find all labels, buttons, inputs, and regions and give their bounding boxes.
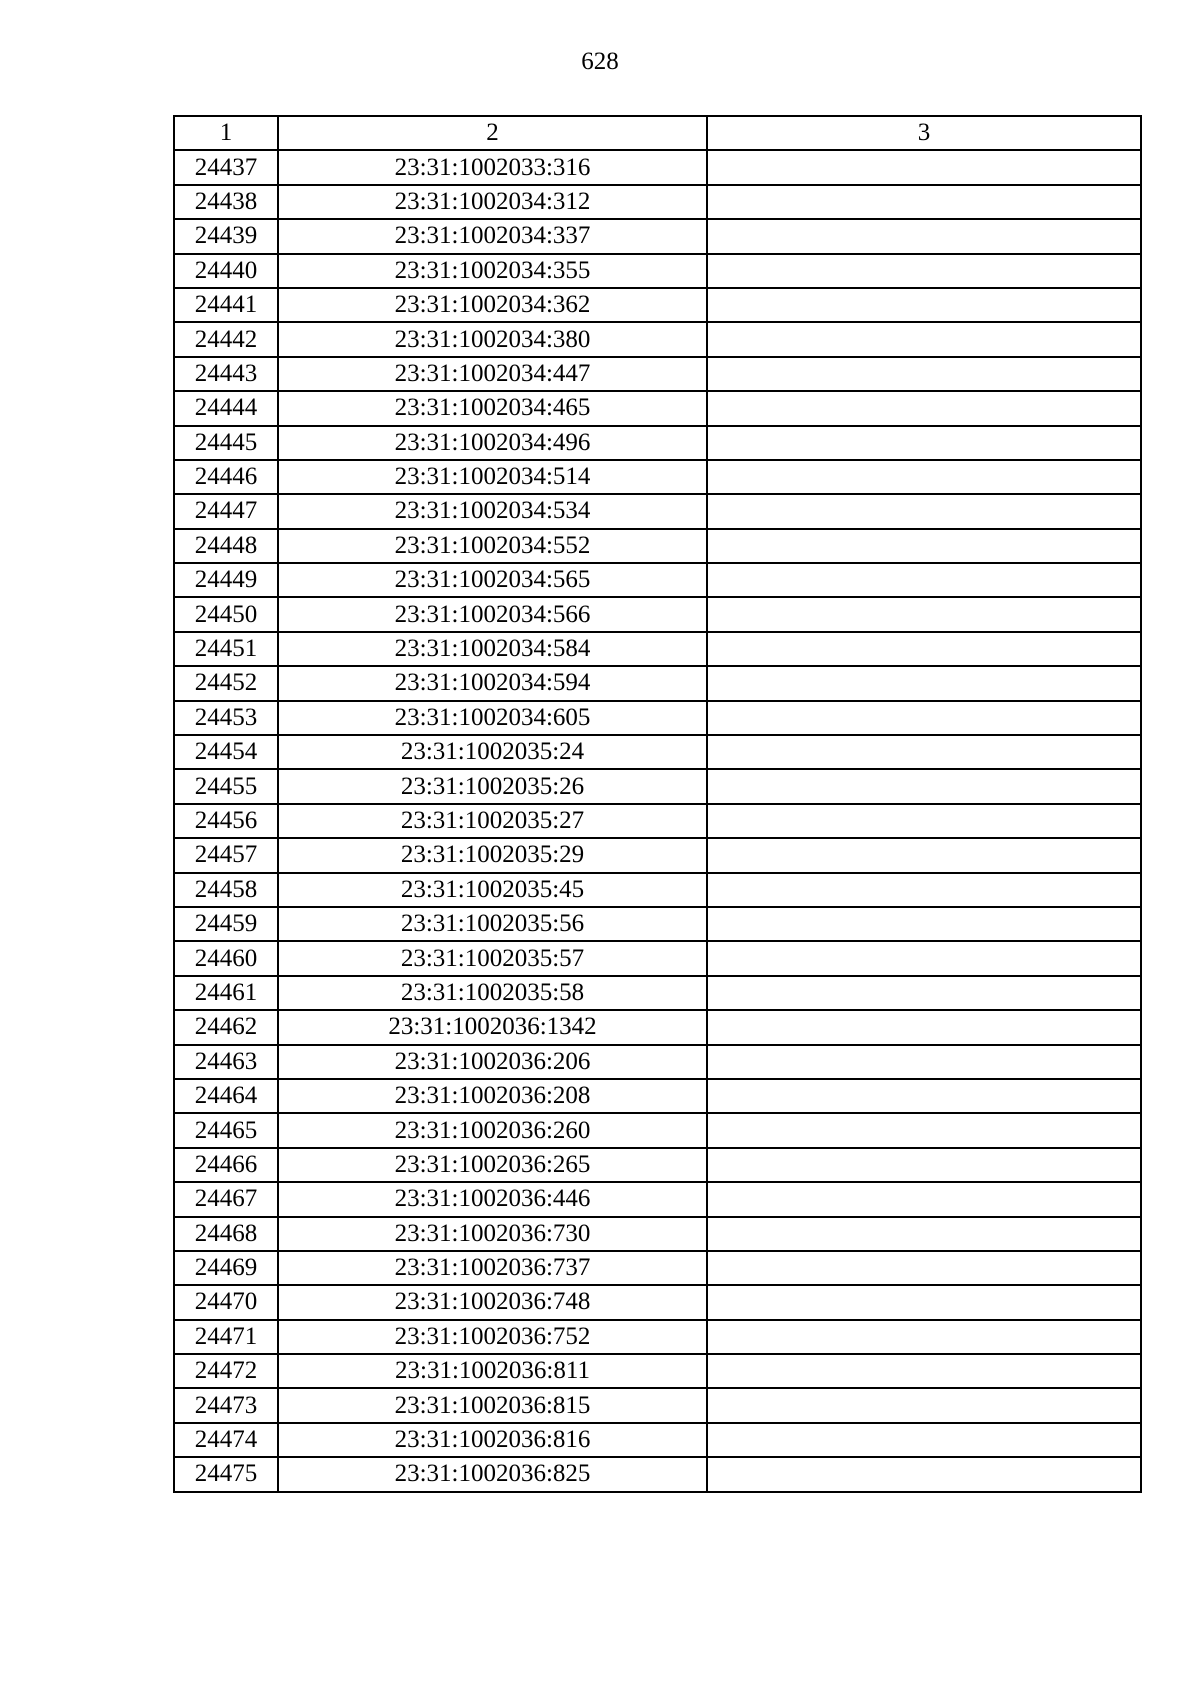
table-cell-col-3 [707,1285,1141,1319]
table-cell-col-3 [707,219,1141,253]
table-cell-col-3 [707,1217,1141,1251]
table-cell-col-1: 24472 [174,1354,278,1388]
table-row [174,804,1141,838]
table-cell-col-3 [707,873,1141,907]
table-row [174,529,1141,563]
table-cell-col-1: 24453 [174,701,278,735]
table-cell-col-2: 23:31:1002035:27 [278,804,707,838]
header-cell-1: 1 [174,116,278,150]
table-cell-col-2: 23:31:1002036:825 [278,1457,707,1491]
table-row [174,1388,1141,1422]
table-cell-col-3 [707,563,1141,597]
table-cell-col-2: 23:31:1002034:584 [278,632,707,666]
table-cell-col-1: 24456 [174,804,278,838]
table-cell-col-2: 23:31:1002036:737 [278,1251,707,1285]
table-cell-col-3 [707,804,1141,838]
table-cell-col-3 [707,1457,1141,1491]
table-cell-col-1: 24455 [174,769,278,803]
table-row [174,1182,1141,1216]
table-cell-col-2: 23:31:1002036:752 [278,1320,707,1354]
table-cell-col-2: 23:31:1002036:260 [278,1113,707,1147]
table-row [174,1113,1141,1147]
table-row [174,838,1141,872]
table-cell-col-2: 23:31:1002035:26 [278,769,707,803]
table-cell-col-2: 23:31:1002036:206 [278,1045,707,1079]
table-row [174,735,1141,769]
table-cell-col-1: 24437 [174,150,278,184]
table-cell-col-2: 23:31:1002034:514 [278,460,707,494]
table-header-row [174,116,1141,150]
table-row [174,288,1141,322]
table-row [174,873,1141,907]
table-row [174,597,1141,631]
table-cell-col-2: 23:31:1002034:605 [278,701,707,735]
table-cell-col-1: 24452 [174,666,278,700]
table-cell-col-3 [707,1423,1141,1457]
table-cell-col-1: 24466 [174,1148,278,1182]
table-cell-col-2: 23:31:1002036:815 [278,1388,707,1422]
table-cell-col-2: 23:31:1002034:465 [278,391,707,425]
table-cell-col-3 [707,322,1141,356]
table-cell-col-1: 24467 [174,1182,278,1216]
table-row [174,219,1141,253]
table-row [174,322,1141,356]
table-row [174,941,1141,975]
table-cell-col-3 [707,1010,1141,1044]
table-cell-col-1: 24443 [174,357,278,391]
table-row [174,769,1141,803]
table-body [174,116,1141,1492]
table-cell-col-2: 23:31:1002033:316 [278,150,707,184]
table-cell-col-3 [707,1182,1141,1216]
table-cell-col-3 [707,494,1141,528]
table-cell-col-2: 23:31:1002034:566 [278,597,707,631]
table-cell-col-2: 23:31:1002036:208 [278,1079,707,1113]
table-cell-col-2: 23:31:1002036:1342 [278,1010,707,1044]
table-cell-col-3 [707,1148,1141,1182]
table-row [174,1010,1141,1044]
table-row [174,976,1141,1010]
table-cell-col-1: 24451 [174,632,278,666]
table-cell-col-1: 24461 [174,976,278,1010]
table-cell-col-3 [707,460,1141,494]
table-cell-col-2: 23:31:1002034:552 [278,529,707,563]
table-cell-col-3 [707,529,1141,563]
header-cell-3: 3 [707,116,1141,150]
table-row [174,460,1141,494]
table-cell-col-1: 24462 [174,1010,278,1044]
table-cell-col-1: 24454 [174,735,278,769]
table-cell-col-3 [707,941,1141,975]
table-row [174,907,1141,941]
table-row [174,1457,1141,1491]
table-cell-col-3 [707,838,1141,872]
table-cell-col-1: 24450 [174,597,278,631]
table-cell-col-2: 23:31:1002034:496 [278,426,707,460]
table-cell-col-3 [707,1079,1141,1113]
table-row [174,1045,1141,1079]
table-cell-col-3 [707,976,1141,1010]
table-row [174,1285,1141,1319]
table-cell-col-3 [707,254,1141,288]
table-row [174,1423,1141,1457]
table-row [174,563,1141,597]
table-cell-col-2: 23:31:1002035:56 [278,907,707,941]
table-cell-col-2: 23:31:1002034:337 [278,219,707,253]
table-row [174,1354,1141,1388]
table-cell-col-2: 23:31:1002034:355 [278,254,707,288]
table-row [174,1251,1141,1285]
table-row [174,701,1141,735]
table-row [174,185,1141,219]
table-cell-col-2: 23:31:1002034:565 [278,563,707,597]
table-row [174,632,1141,666]
table-cell-col-2: 23:31:1002035:57 [278,941,707,975]
table-row [174,1320,1141,1354]
table-cell-col-1: 24473 [174,1388,278,1422]
table-cell-col-3 [707,1251,1141,1285]
table-cell-col-1: 24464 [174,1079,278,1113]
table-row [174,666,1141,700]
table-cell-col-1: 24471 [174,1320,278,1354]
table-cell-col-1: 24438 [174,185,278,219]
header-cell-2: 2 [278,116,707,150]
table-cell-col-3 [707,597,1141,631]
table-cell-col-1: 24442 [174,322,278,356]
table-cell-col-1: 24469 [174,1251,278,1285]
table-cell-col-1: 24475 [174,1457,278,1491]
data-table [173,115,1142,1493]
table-cell-col-3 [707,1113,1141,1147]
table-cell-col-1: 24468 [174,1217,278,1251]
table-row [174,254,1141,288]
table-cell-col-3 [707,150,1141,184]
table-row [174,150,1141,184]
table-cell-col-2: 23:31:1002035:58 [278,976,707,1010]
table-cell-col-1: 24446 [174,460,278,494]
table-cell-col-1: 24458 [174,873,278,907]
table-cell-col-3 [707,1354,1141,1388]
table-row [174,494,1141,528]
table-cell-col-3 [707,701,1141,735]
table-cell-col-1: 24459 [174,907,278,941]
table-cell-col-2: 23:31:1002036:816 [278,1423,707,1457]
table-cell-col-2: 23:31:1002034:362 [278,288,707,322]
table-cell-col-1: 24470 [174,1285,278,1319]
table-cell-col-3 [707,907,1141,941]
table-cell-col-2: 23:31:1002035:24 [278,735,707,769]
table-cell-col-2: 23:31:1002034:534 [278,494,707,528]
table-cell-col-1: 24465 [174,1113,278,1147]
table-cell-col-1: 24444 [174,391,278,425]
table-cell-col-1: 24449 [174,563,278,597]
table-cell-col-1: 24448 [174,529,278,563]
table-row [174,357,1141,391]
table-cell-col-1: 24439 [174,219,278,253]
table-cell-col-3 [707,1388,1141,1422]
table-cell-col-1: 24447 [174,494,278,528]
table-cell-col-2: 23:31:1002034:447 [278,357,707,391]
table-cell-col-1: 24441 [174,288,278,322]
table-cell-col-3 [707,666,1141,700]
table-row [174,391,1141,425]
table-cell-col-2: 23:31:1002034:380 [278,322,707,356]
table-cell-col-2: 23:31:1002034:312 [278,185,707,219]
table-cell-col-3 [707,185,1141,219]
table-cell-col-1: 24445 [174,426,278,460]
table-cell-col-2: 23:31:1002036:265 [278,1148,707,1182]
table-cell-col-1: 24460 [174,941,278,975]
table-cell-col-3 [707,735,1141,769]
table-cell-col-3 [707,426,1141,460]
table-cell-col-3 [707,1045,1141,1079]
table-cell-col-3 [707,632,1141,666]
table-cell-col-2: 23:31:1002036:748 [278,1285,707,1319]
table-cell-col-3 [707,391,1141,425]
table-cell-col-1: 24463 [174,1045,278,1079]
table-row [174,1148,1141,1182]
table-cell-col-1: 24440 [174,254,278,288]
table-cell-col-2: 23:31:1002036:730 [278,1217,707,1251]
table-cell-col-1: 24457 [174,838,278,872]
table-row [174,1079,1141,1113]
table-cell-col-1: 24474 [174,1423,278,1457]
table-cell-col-3 [707,288,1141,322]
table-cell-col-2: 23:31:1002036:811 [278,1354,707,1388]
table-cell-col-2: 23:31:1002035:45 [278,873,707,907]
table-row [174,1217,1141,1251]
table-cell-col-3 [707,1320,1141,1354]
table-cell-col-3 [707,357,1141,391]
table-row [174,426,1141,460]
table-cell-col-2: 23:31:1002036:446 [278,1182,707,1216]
table-cell-col-2: 23:31:1002035:29 [278,838,707,872]
table-cell-col-3 [707,769,1141,803]
table-cell-col-2: 23:31:1002034:594 [278,666,707,700]
page-number: 628 [581,48,619,75]
